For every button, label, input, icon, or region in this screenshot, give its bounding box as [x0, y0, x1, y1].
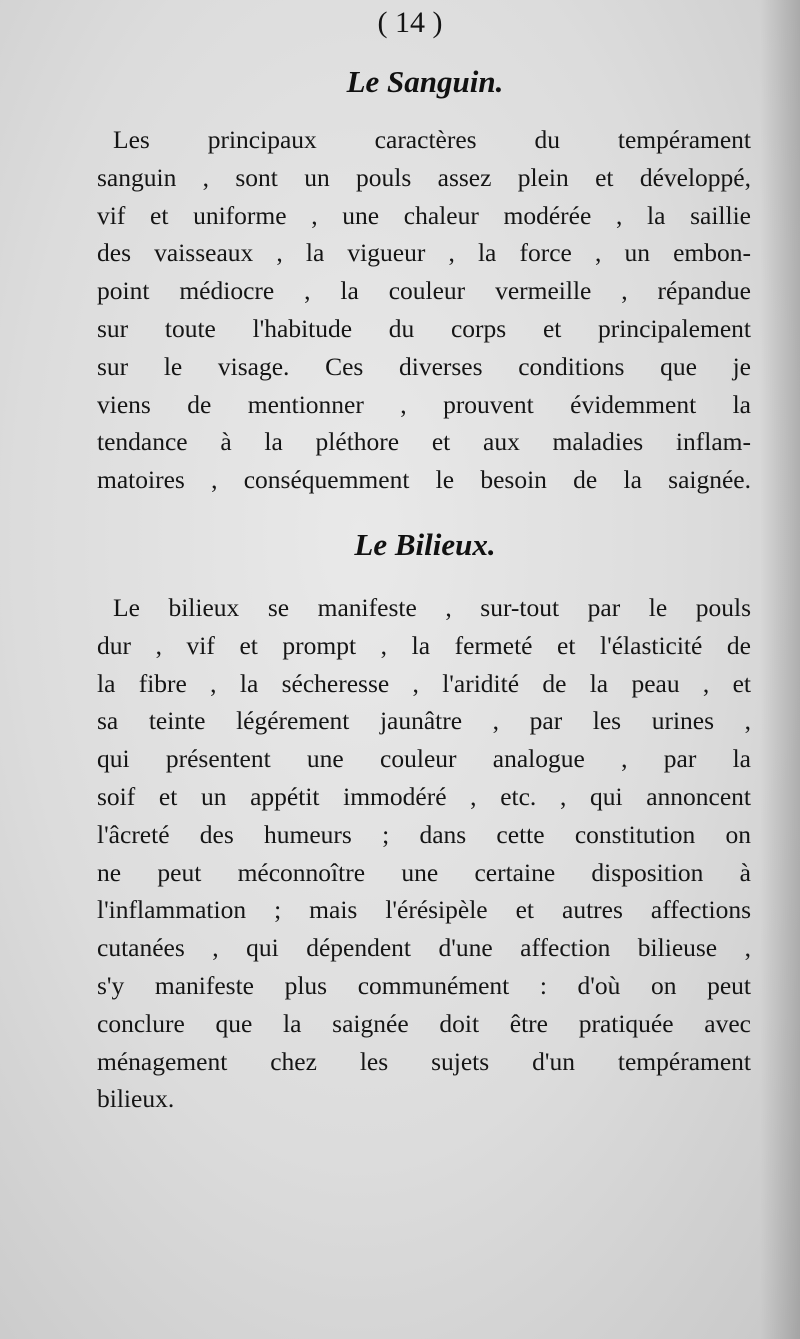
- text-line: tendance à la pléthore et aux maladies inflam-: [97, 427, 751, 457]
- page-number: ( 14 ): [377, 6, 443, 39]
- text-line: point médiocre , la couleur vermeille , répandue: [97, 276, 751, 306]
- text-line: vif et uniforme , une chaleur modérée , la saillie: [97, 200, 751, 230]
- text-line: viens de mentionner , prouvent évidemment la: [97, 389, 751, 419]
- section-heading-sanguin: Le Sanguin.: [346, 64, 504, 99]
- text-line: bilieux.: [97, 1084, 175, 1114]
- text-line: la fibre , la sécheresse , l'aridité de la peau , et: [97, 668, 751, 698]
- text-line: s'y manifeste plus communément : d'où on peut: [97, 970, 751, 1000]
- text-line: dur , vif et prompt , la fermeté et l'élasticité de: [97, 630, 751, 660]
- text-line: conclure que la saignée doit être pratiquée avec: [97, 1008, 751, 1038]
- paragraph-sanguin: [97, 121, 751, 499]
- text-line: des vaisseaux , la vigueur , la force , un embon-: [97, 238, 751, 268]
- text-line: cutanées , qui dépendent d'une affection bilieuse ,: [97, 933, 751, 963]
- text-line: sa teinte légérement jaunâtre , par les urines ,: [97, 706, 751, 736]
- text-line: l'inflammation ; mais l'érésipèle et autres affections: [97, 895, 751, 925]
- text-line: soif et un appétit immodéré , etc. , qui annoncent: [97, 781, 751, 811]
- text-line: sur le visage. Ces diverses conditions que je: [97, 351, 751, 381]
- text-line: sanguin , sont un pouls assez plein et développé,: [97, 162, 751, 192]
- paragraph-bilieux: [97, 589, 751, 1118]
- text-line: l'âcreté des humeurs ; dans cette constitution on: [97, 819, 751, 849]
- text-line: ménagement chez les sujets d'un tempérament: [97, 1046, 751, 1076]
- text-line: Les principaux caractères du tempérament: [113, 125, 751, 154]
- section-heading-bilieux: Le Bilieux.: [354, 527, 496, 562]
- text-line: qui présentent une couleur analogue , par la: [97, 744, 751, 774]
- text-line: matoires , conséquemment le besoin de la saignée.: [97, 465, 751, 495]
- text-line: ne peut méconnoître une certaine disposition à: [97, 857, 751, 887]
- text-line: Le bilieux se manifeste , sur-tout par le pouls: [113, 593, 751, 622]
- text-line: sur toute l'habitude du corps et principalement: [97, 313, 751, 343]
